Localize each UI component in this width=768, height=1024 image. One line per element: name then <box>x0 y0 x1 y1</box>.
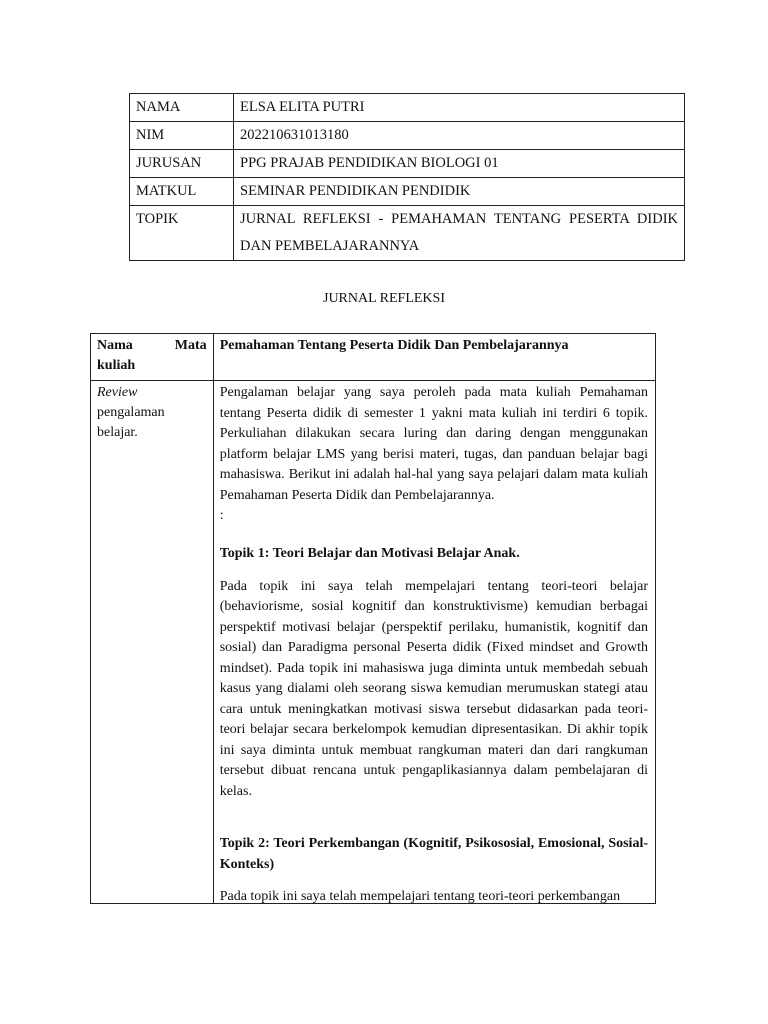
document-title: JURNAL REFLEKSI <box>323 291 445 306</box>
identity-value: JURNAL REFLEKSI - PEMAHAMAN TENTANG PESERTA DIDIK DAN PEMBELAJARANNYA <box>234 206 685 261</box>
course-label-word-2: Mata <box>174 338 207 353</box>
course-name: Pemahaman Tentang Peserta Didik Dan Pembelajarannya <box>219 338 569 353</box>
identity-row-topik <box>130 206 685 261</box>
identity-row-nim <box>130 122 685 150</box>
review-content-cell <box>213 381 655 904</box>
topic-2-title: Topik 2: Teori Perkembangan (Kognitif, Psikososial, Emosional, Sosial-Konteks) <box>219 836 648 872</box>
journal-body-row <box>91 381 656 904</box>
course-label-word-1: Nama <box>97 338 133 353</box>
identity-value: SEMINAR PENDIDIKAN PENDIDIK <box>234 178 685 206</box>
review-label-cell <box>91 381 214 904</box>
identity-value: PPG PRAJAB PENDIDIKAN BIOLOGI 01 <box>234 150 685 178</box>
topic-2-body: Pada topik ini saya telah mempelajari tentang teori-teori perkembangan <box>219 889 621 903</box>
identity-label: NIM <box>130 122 234 150</box>
course-label-word-3: kuliah <box>97 358 136 373</box>
identity-table <box>129 93 685 261</box>
journal-table <box>90 333 656 904</box>
identity-row-nama <box>130 94 685 122</box>
topic-1-body: Pada topik ini saya telah mempelajari tentang teori-teori belajar (behaviorisme, sosial kognitif dan konstruktivisme) kemudian berbagai perspektif motivasi belajar (perspektif perilaku, humanistik, kognitif dan sosial) dan Paradigma personal Peserta didik (Fixed mindset and Growth mindset). Pada topik ini mahasiswa juga diminta untuk membedah sebuah kasus yang dialami oleh seorang siswa kemudian merumuskan stategi atau cara untuk meningkatkan motivasi siswa tersebut didasarkan pada teori-teori belajar secara berkelompok kemudian dipresentasikan. Di akhir topik ini saya diminta untuk membuat rangkuman materi dan dari rangkuman tersebut dibuat rencana untuk pengaplikasiannya dalam pembelajaran di kelas. <box>219 578 648 799</box>
identity-label: JURUSAN <box>130 150 234 178</box>
colon-line: : <box>219 508 224 523</box>
review-label-italic: Review <box>97 385 138 400</box>
topic-1-title: Topik 1: Teori Belajar dan Motivasi Belajar Anak. <box>219 546 520 561</box>
identity-value: ELSA ELITA PUTRI <box>234 94 685 122</box>
identity-row-jurusan <box>130 150 685 178</box>
course-name-label-cell <box>91 334 214 381</box>
course-name-cell <box>213 334 655 381</box>
intro-paragraph: Pengalaman belajar yang saya peroleh pada mata kuliah Pemahaman tentang Peserta didik di semester 1 yakni mata kuliah ini terdiri 6 topik. Perkuliahan dilakukan secara luring dan daring dengan menggunakan platform belajar LMS yang berisi materi, tugas, dan panduan belajar bagi mahasiswa. Berikut ini adalah hal-hal yang saya pelajari dalam mata kuliah Pemahaman Peserta Didik dan Pembelajarannya. <box>219 385 648 503</box>
journal-header-row <box>91 334 656 381</box>
identity-row-matkul <box>130 178 685 206</box>
identity-label: NAMA <box>130 94 234 122</box>
identity-label: TOPIK <box>130 206 234 261</box>
identity-value: 202210631013180 <box>234 122 685 150</box>
review-label-rest: pengalaman belajar. <box>97 405 165 440</box>
identity-label: MATKUL <box>130 178 234 206</box>
